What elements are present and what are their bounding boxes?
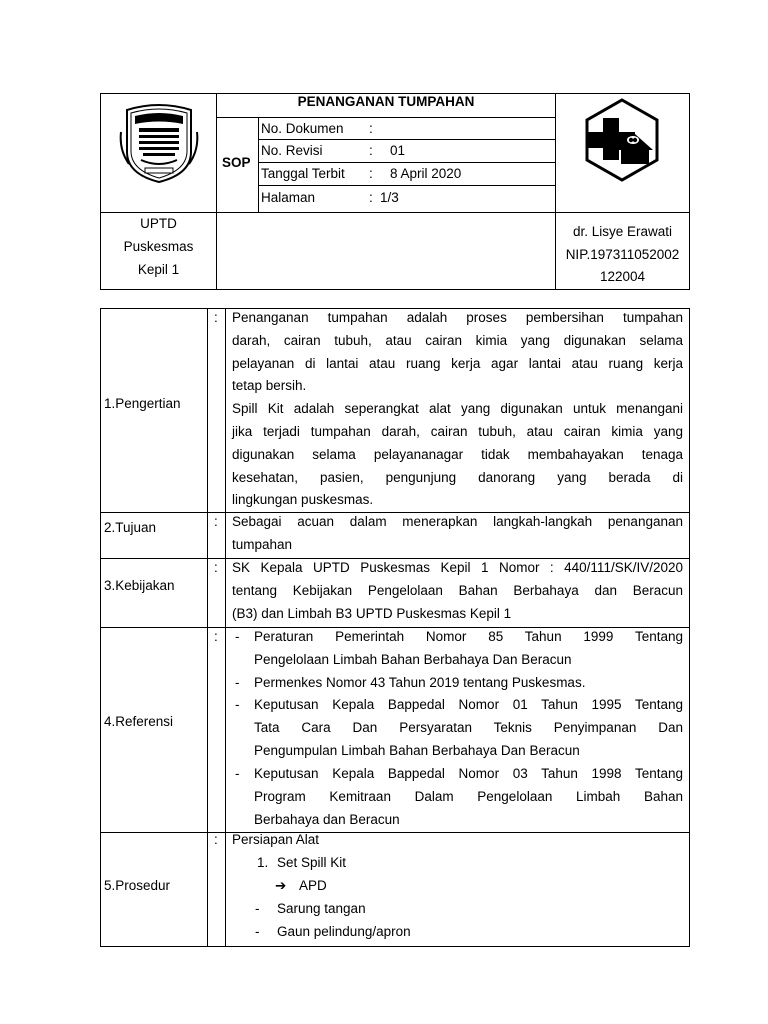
text-line: pelayanan di lantai atau ruang kerja agar lantai atau ruang kerja (232, 355, 683, 371)
bullet-dash: - (235, 766, 240, 781)
section-label-tujuan: 2.Tujuan (104, 520, 157, 535)
step-text: Set Spill Kit (277, 855, 347, 870)
text-line: kesehatan, pasien, pengunjung danorang yang berada di (232, 469, 683, 485)
sop-label: SOP (222, 155, 251, 170)
section-colon: : (214, 310, 218, 325)
text-line: jika terjadi tumpahan darah, cairan tubuh, atau cairan kimia yang (232, 423, 683, 439)
text-line: darah, cairan tubuh, atau cairan kimia yang digunakan selama (232, 332, 683, 348)
section-label-pengertian: 1.Pengertian (104, 396, 181, 411)
header-table (100, 93, 690, 290)
field-colon: : (369, 190, 373, 205)
kebijakan-text (232, 557, 683, 625)
text-line: tumpahan (232, 536, 293, 552)
text-line: Keputusan Kepala Bappedal Nomor 01 Tahun 1995 Tentang (254, 697, 683, 712)
text-line: (B3) dan Limbah B3 UPTD Puskesmas Kepil 1 (232, 605, 512, 621)
org-line-3: Kepil 1 (137, 262, 180, 277)
field-colon: : (369, 166, 373, 181)
referensi-item-4 (254, 763, 683, 831)
referensi-item-2 (254, 672, 683, 695)
section-label-kebijakan: 3.Kebijakan (104, 578, 175, 593)
field-value-no-revisi: 01 (390, 143, 406, 158)
subitem-text: Gaun pelindung/apron (277, 924, 411, 939)
puskesmas-logo (579, 98, 665, 184)
text-line: tentang Kebijakan Pengelolaan Bahan Berbahaya dan Beracun (232, 582, 683, 598)
text-line: Pengumpulan Limbah Bahan Berbahaya Dan Beracun (254, 742, 580, 758)
arrow-icon: ➔ (275, 878, 287, 893)
section-colon: : (214, 832, 218, 847)
text-line: Berbahaya dan Beracun (254, 811, 400, 827)
field-value-halaman: 1/3 (380, 190, 399, 205)
section-colon: : (214, 629, 218, 644)
field-label-halaman: Halaman (261, 190, 316, 205)
step-number: 1. (257, 855, 269, 870)
arrow-item-text: APD (299, 878, 327, 893)
referensi-item-3 (254, 694, 683, 762)
section-colon: : (214, 514, 218, 529)
text-line: Penanganan tumpahan adalah proses pembersihan tumpahan (232, 310, 683, 325)
field-colon: : (369, 143, 373, 158)
signer-nip-1: NIP.197311052002 (565, 247, 680, 262)
field-label-tanggal-terbit: Tanggal Terbit (261, 166, 345, 181)
org-line-1: UPTD (140, 216, 177, 231)
subitem-text: Sarung tangan (277, 901, 366, 916)
text-line: Sebagai acuan dalam menerapkan langkah-langkah penanganan (232, 514, 683, 529)
tujuan-text (232, 511, 683, 557)
text-line: Permenkes Nomor 43 Tahun 2019 tentang Puskesmas. (254, 675, 586, 690)
section-label-prosedur: 5.Prosedur (104, 878, 171, 893)
regency-logo (119, 102, 199, 184)
text-line: lingkungan puskesmas. (232, 492, 374, 508)
field-label-no-dokumen: No. Dokumen (261, 121, 344, 136)
bullet-dash: - (235, 629, 240, 644)
text-line: tetap bersih. (232, 378, 307, 394)
text-line: Peraturan Pemerintah Nomor 85 Tahun 1999 Tentang (254, 629, 683, 644)
text-line: digunakan selama pelayananagar tidak membahayakan tenaga (232, 446, 683, 462)
org-line-2: Puskesmas (123, 239, 194, 254)
text-line: SK Kepala UPTD Puskesmas Kepil 1 Nomor : 440/111/SK/IV/2020 (232, 560, 683, 575)
field-label-no-revisi: No. Revisi (261, 143, 323, 158)
referensi-item-1 (254, 626, 683, 672)
content-table (100, 308, 690, 947)
field-value-tanggal-terbit: 8 April 2020 (390, 166, 462, 181)
signer-name: dr. Lisye Erawati (572, 224, 673, 239)
section-label-referensi: 4.Referensi (104, 714, 174, 729)
text-line: Pengelolaan Limbah Bahan Berbahaya Dan Beracun (254, 651, 572, 667)
text-line: Program Kemitraan Dalam Pengelolaan Limbah Bahan (254, 788, 683, 804)
text-line: Tata Cara Dan Persyaratan Teknis Penyimpanan Dan (254, 719, 683, 735)
pengertian-text (232, 307, 683, 512)
section-colon: : (214, 560, 218, 575)
text-line: Keputusan Kepala Bappedal Nomor 03 Tahun 1998 Tentang (254, 766, 683, 781)
prosedur-heading: Persiapan Alat (232, 832, 320, 847)
bullet-dash: - (235, 697, 240, 712)
signer-nip-2: 122004 (599, 269, 646, 284)
bullet-dash: - (255, 924, 260, 939)
bullet-dash: - (255, 901, 260, 916)
bullet-dash: - (235, 675, 240, 690)
field-colon: : (369, 121, 373, 136)
text-line: Spill Kit adalah seperangkat alat yang digunakan untuk menangani (232, 401, 683, 417)
document-title: PENANGANAN TUMPAHAN (297, 94, 475, 109)
